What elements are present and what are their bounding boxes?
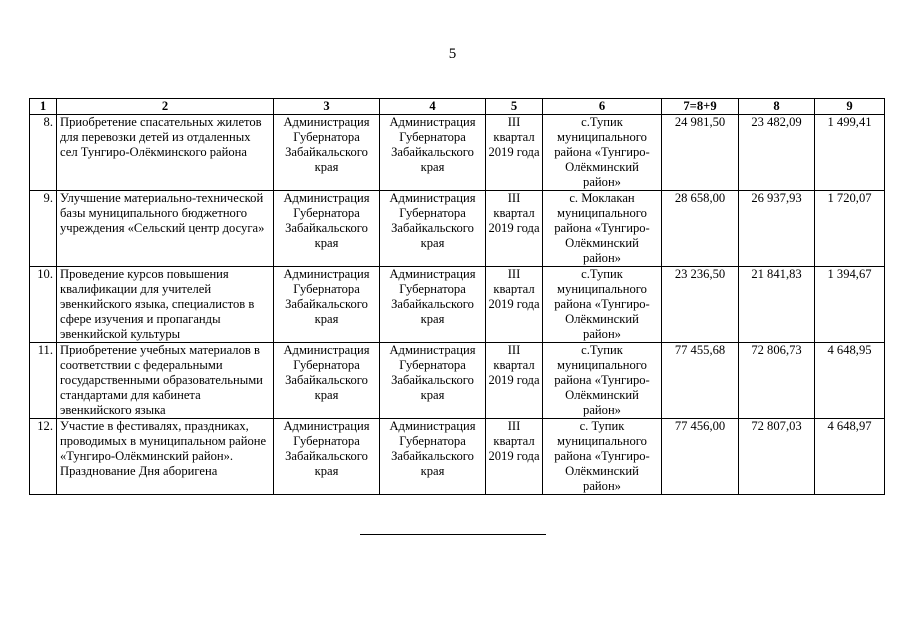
header-cell: 1 [30,99,57,115]
table-row [30,343,885,419]
location-cell [543,115,662,191]
measures-table [29,98,885,495]
total-amount-text: 77 456,00 [674,419,726,433]
amount-col9-cell [815,419,885,495]
total-amount-text: 77 455,68 [674,343,726,357]
period-text: III квартал 2019 года [488,115,540,159]
period-cell [486,419,543,495]
table-header [30,99,885,115]
header-cell: 5 [486,99,543,115]
header-cell: 3 [274,99,380,115]
amount-col8-cell [739,267,815,343]
amount-col9-cell [815,115,885,191]
row-number-cell [30,419,57,495]
row-number-text: 8. [43,115,53,129]
location-cell [543,343,662,419]
table-row [30,191,885,267]
header-cell: 2 [57,99,274,115]
customer-cell [380,191,486,267]
measure-name-text: Улучшение материально-технической базы муниципального бюджетного учреждения «Сельский центр досуга» [60,191,265,235]
amount-col9-cell [815,343,885,419]
customer-text: Администрация Губернатора Забайкальского края [389,191,476,250]
table-row [30,115,885,191]
customer-cell [380,419,486,495]
executor-cell [274,267,380,343]
period-cell [486,115,543,191]
total-amount-cell [662,115,739,191]
header-cell: 9 [815,99,885,115]
amount-col8-text: 72 807,03 [751,419,802,433]
customer-text: Администрация Губернатора Забайкальского края [389,267,476,326]
amount-col8-text: 21 841,83 [751,267,802,281]
period-cell [486,191,543,267]
amount-col9-text: 1 394,67 [827,267,872,281]
amount-col9-text: 1 720,07 [827,191,872,205]
location-cell [543,191,662,267]
period-cell [486,267,543,343]
customer-cell [380,343,486,419]
amount-col8-text: 26 937,93 [751,191,802,205]
signature-divider-line [360,534,546,535]
executor-text: Администрация Губернатора Забайкальского края [283,115,370,174]
total-amount-text: 23 236,50 [674,267,726,281]
total-amount-cell [662,343,739,419]
header-cell: 6 [543,99,662,115]
measure-name-cell [57,115,274,191]
amount-col9-text: 4 648,97 [827,419,872,433]
header-row [30,99,885,115]
executor-cell [274,419,380,495]
period-text: III квартал 2019 года [488,267,540,311]
total-amount-text: 28 658,00 [674,191,726,205]
row-number-text: 10. [37,267,53,281]
executor-text: Администрация Губернатора Забайкальского края [283,267,370,326]
amount-col8-text: 72 806,73 [751,343,802,357]
header-cell: 7=8+9 [662,99,739,115]
measure-name-cell [57,267,274,343]
amount-col8-cell [739,343,815,419]
table-row [30,419,885,495]
header-cell: 4 [380,99,486,115]
executor-cell [274,115,380,191]
location-text: с.Тупик муниципального района «Тунгиро- Олёкминский район» [554,343,650,417]
row-number-text: 9. [43,191,53,205]
total-amount-cell [662,267,739,343]
amount-col9-text: 4 648,95 [827,343,872,357]
customer-text: Администрация Губернатора Забайкальского края [389,343,476,402]
row-number-cell [30,267,57,343]
period-text: III квартал 2019 года [488,419,540,463]
location-text: с. Моклакан муниципального района «Тунгиро- Олёкминский район» [554,191,650,265]
executor-text: Администрация Губернатора Забайкальского края [283,419,370,478]
total-amount-cell [662,191,739,267]
row-number-cell [30,191,57,267]
header-cell: 8 [739,99,815,115]
customer-cell [380,115,486,191]
location-text: с.Тупик муниципального района «Тунгиро- Олёкминский район» [554,115,650,189]
location-text: с. Тупик муниципального района «Тунгиро- Олёкминский район» [554,419,650,493]
amount-col9-text: 1 499,41 [827,115,872,129]
table-body [30,115,885,495]
measure-name-text: Приобретение учебных материалов в соответствии с федеральными государственными образовательными стандартами для кабинета эвенкийского языка [60,343,263,417]
customer-text: Администрация Губернатора Забайкальского края [389,419,476,478]
customer-text: Администрация Губернатора Забайкальского края [389,115,476,174]
row-number-cell [30,343,57,419]
row-number-text: 11. [37,343,53,357]
amount-col8-cell [739,419,815,495]
executor-cell [274,343,380,419]
customer-cell [380,267,486,343]
total-amount-text: 24 981,50 [674,115,726,129]
executor-cell [274,191,380,267]
amount-col9-cell [815,267,885,343]
table-row [30,267,885,343]
location-cell [543,267,662,343]
executor-text: Администрация Губернатора Забайкальского края [283,191,370,250]
measure-name-cell [57,191,274,267]
period-text: III квартал 2019 года [488,343,540,387]
measure-name-cell [57,343,274,419]
period-text: III квартал 2019 года [488,191,540,235]
measure-name-text: Проведение курсов повышения квалификации для учителей эвенкийского языка, специалистов в сфере изучения и пропаганды эвенкийской культуры [60,267,255,341]
measure-name-text: Участие в фестивалях, праздниках, проводимых в муниципальном районе «Тунгиро-Олёкминский район». Празднование Дня аборигена [60,419,267,478]
row-number-cell [30,115,57,191]
page-number: 5 [448,46,457,62]
total-amount-cell [662,419,739,495]
amount-col8-cell [739,115,815,191]
amount-col9-cell [815,191,885,267]
measure-name-cell [57,419,274,495]
row-number-text: 12. [37,419,53,433]
amount-col8-cell [739,191,815,267]
location-text: с.Тупик муниципального района «Тунгиро- Олёкминский район» [554,267,650,341]
location-cell [543,419,662,495]
measure-name-text: Приобретение спасательных жилетов для перевозки детей из отдаленных сел Тунгиро-Олёкминского района [60,115,262,159]
amount-col8-text: 23 482,09 [751,115,802,129]
period-cell [486,343,543,419]
executor-text: Администрация Губернатора Забайкальского края [283,343,370,402]
